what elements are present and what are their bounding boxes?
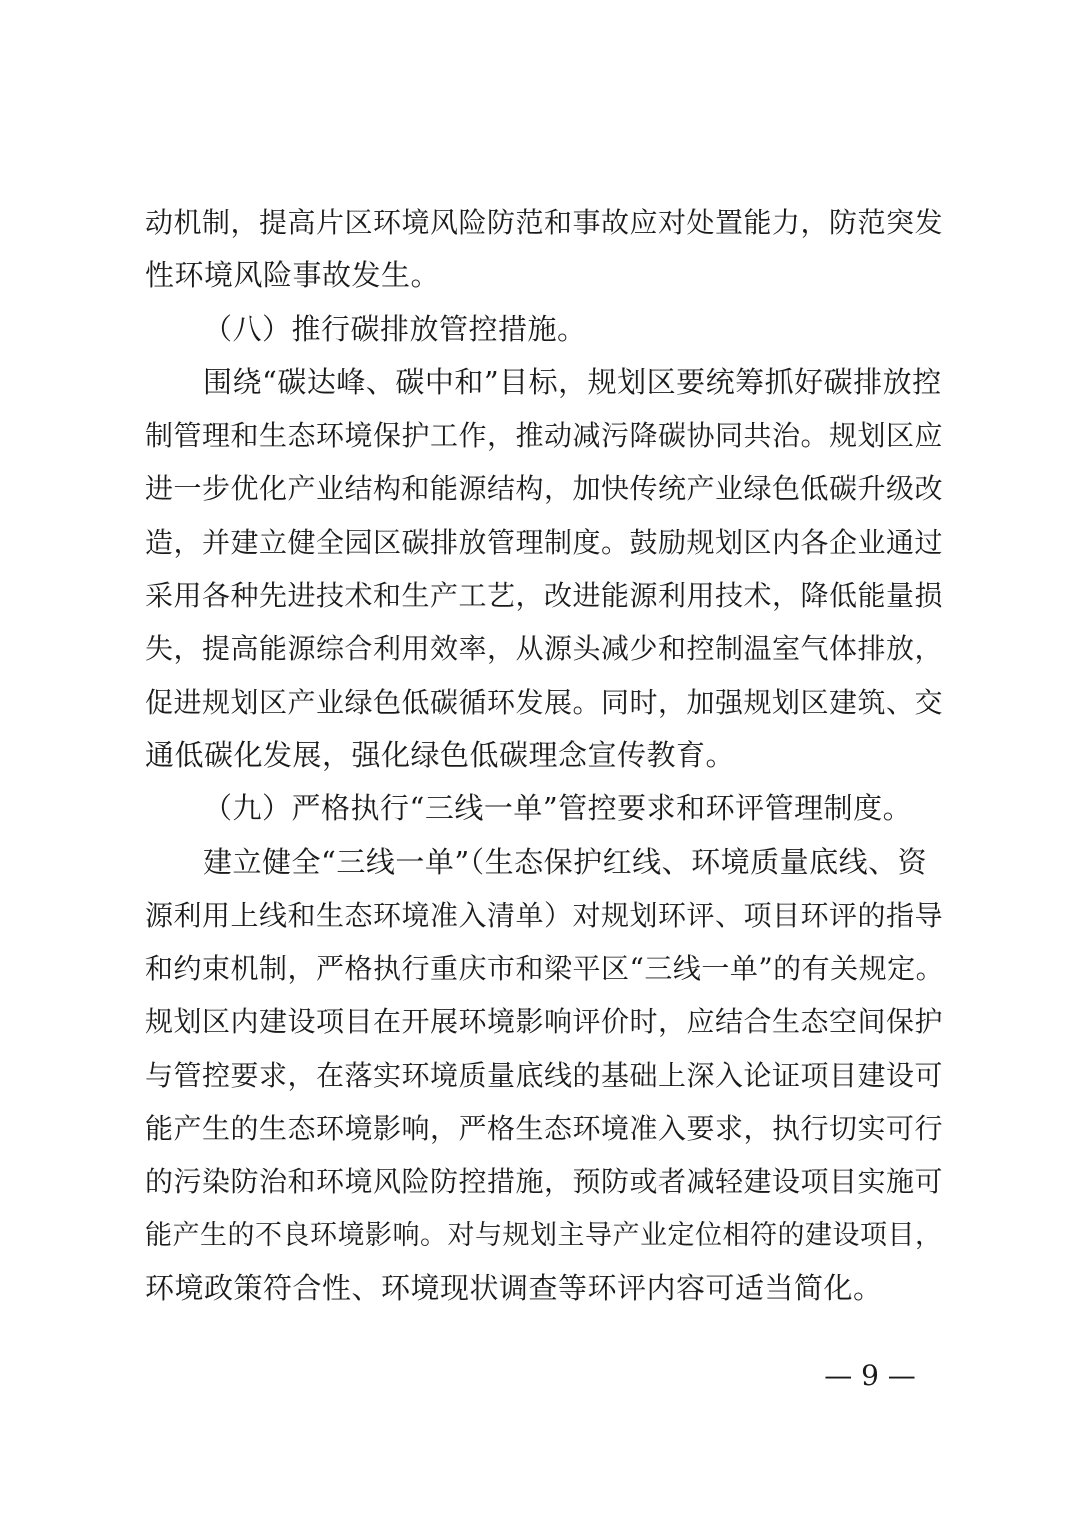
text-line: 动机制，提高片区环境风险防范和事故应对处置能力，防范突发 [145,206,944,239]
text-line: 源利用上线和生态环境准入清单）对规划环评、项目环评的指导 [145,898,944,932]
text-line: 能产生的不良环境影响。对与规划主导产业定位相符的建设项目， [145,1219,943,1251]
text-line: 进一步优化产业结构和能源结构，加快传统产业绿色低碳升级改 [145,472,944,506]
text-line: 促进规划区产业绿色低碳循环发展。同时，加强规划区建筑、交 [145,685,944,719]
section-heading-9: （九）严格执行“三线一单”管控要求和环评管理制度。 [203,791,913,826]
text-line: 围绕“碳达峰、碳中和”目标，规划区要统筹抓好碳排放控 [203,364,942,399]
text-line: 失，提高能源综合利用效率，从源头减少和控制温室气体排放， [145,632,944,666]
text-line: 的污染防治和环境风险防控措施，预防或者减轻建设项目实施可 [145,1165,944,1199]
text-line: 建立健全“三线一单”（生态保护红线、环境质量底线、资 [203,844,928,879]
text-line: 性环境风险事故发生。 [145,258,441,293]
text-line: 通低碳化发展，强化绿色低碳理念宣传教育。 [145,737,736,772]
section-heading-8: （八）推行碳排放管控措施。 [203,311,587,346]
text-line: 能产生的生态环境影响，严格生态环境准入要求，执行切实可行 [145,1112,944,1146]
page-number: — 9 — [824,1359,916,1392]
text-line: 制管理和生态环境保护工作，推动减污降碳协同共治。规划区应 [145,419,944,453]
text-line: 环境政策符合性、环境现状调查等环评内容可适当简化。 [145,1270,883,1305]
text-line: 采用各种先进技术和生产工艺，改进能源利用技术，降低能量损 [145,579,944,613]
body-text [145,196,945,1315]
text-line: 与管控要求，在落实环境质量底线的基础上深入论证项目建设可 [145,1058,944,1092]
text-line: 和约束机制，严格执行重庆市和梁平区“三线一单”的有关规定。 [145,952,945,986]
text-line: 规划区内建设项目在开展环境影响评价时，应结合生态空间保护 [145,1005,944,1039]
text-line: 造，并建立健全园区碳排放管理制度。鼓励规划区内各企业通过 [145,525,944,559]
